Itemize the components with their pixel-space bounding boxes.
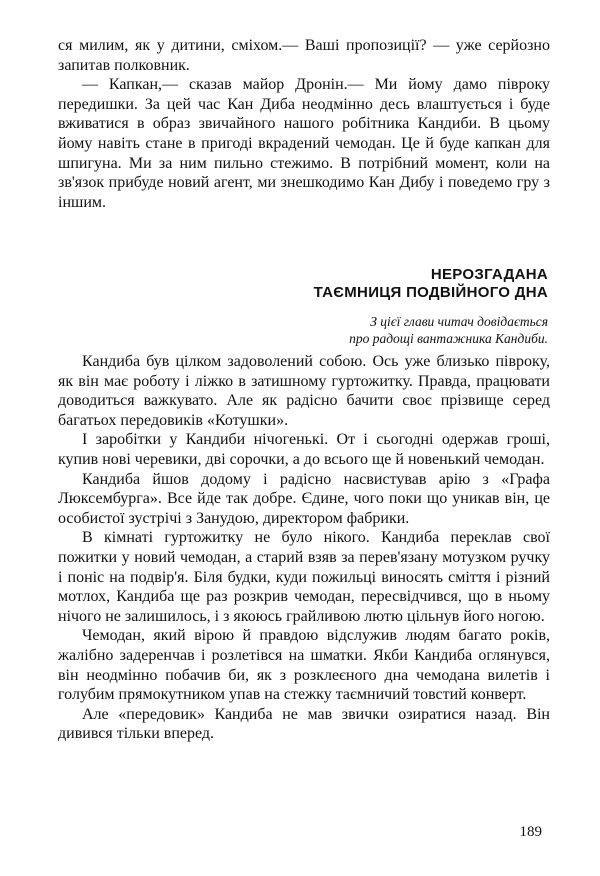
paragraph: ся милим, як у дитини, сміхом.— Ваші пропозиції? — уже серйозно запитав полковник. bbox=[58, 37, 550, 74]
paragraph: В кімнаті гуртожитку не було нікого. Кандиба переклав свої пожитки у новий чемодан, а старий взяв за перев'язану мотузком ручку і поніс на подвір'я. Біля будки, куди пожильці виносять сміття і різний мотлох, Кандиба ще раз розкрив чемодан, пересвідчився, що в ньому нічого не залишилось, і з якоюсь грайливою лютю цільнув його ногою. bbox=[58, 529, 550, 625]
page-number: 189 bbox=[519, 824, 542, 840]
chapter-title-line-2: ТАЄМНИЦЯ ПОДВІЙНОГО ДНА bbox=[313, 284, 548, 301]
paragraph: І заробітки у Кандиби нічогенькі. От і сьогодні одержав гроші, купив нові черевики, дві сорочки, а до всього ще й новенький чемодан. bbox=[58, 431, 550, 468]
paragraph: Кандиба йшов додому і радісно насвистував арію з «Графа Люксембурга». Все йде так добре. Єдине, чого поки що уникав він, це особистої зустрічі з Занудою, директором фабрики. bbox=[58, 470, 550, 527]
paragraph: Але «передовик» Кандиба не мав звички озиратися назад. Він дивився тільки вперед. bbox=[58, 705, 550, 743]
epigraph-line-2: про радощі вантажника Кандиби. bbox=[349, 331, 548, 346]
top-text-block bbox=[58, 36, 550, 212]
epigraph-line-1: З цієї глави читач довідається bbox=[370, 314, 548, 329]
chapter-title-line-1: НЕРОЗГАДАНА bbox=[430, 266, 548, 283]
chapter-text-block bbox=[58, 352, 550, 744]
paragraph: Кандиба був цілком задоволений собою. Ось уже близько півроку, як він має роботу і ліжко в затишному гуртожитку. Правда, працювати доводиться важкувато. Але як радісно бачити своє прізвище серед багатьох передовиків «Котушки». bbox=[58, 353, 550, 429]
paragraph: Чемодан, який вірою й правдою відслужив людям багато років, жалібно задеренчав і розлетівся на шматки. Якби Кандиба оглянувся, він неодмінно побачив би, як з розклеєного дна чемодана вилетів і голубим прямокутником упав на стежку таємничий товстий конверт. bbox=[58, 627, 550, 704]
paragraph: — Капкан,— сказав майор Дронін.— Ми йому дамо півроку передишки. За цей час Кан Диба неодмінно десь влаштується і буде вживатися в образ звичайного нашого робітника Кандиби. В цьому йому навіть стане в пригоді вкрадений чемодан. Це й буде капкан для шпигуна. Ми за ним пильно стежимо. В потрібний момент, коли на зв'язок прибуде новий агент, ми знешкодимо Кан Дибу і поведемо гру з іншим. bbox=[58, 76, 550, 211]
